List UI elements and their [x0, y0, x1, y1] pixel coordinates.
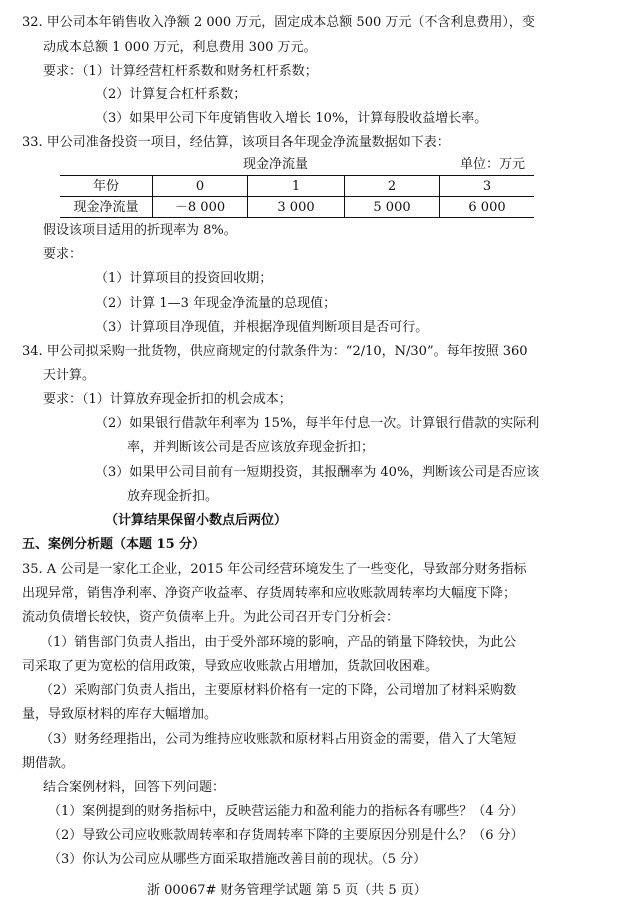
q35-p3a: （2）采购部门负责人指出，主要原材料价格有一定的下降，公司增加了材料采购数 — [40, 683, 517, 698]
q33-table-unit: 单位：万元 — [460, 157, 526, 172]
q32-req3: （3）如果甲公司下年度销售收入增长 10%，计算每股收益增长率。 — [95, 111, 488, 126]
q33-req1: （1）计算项目的投资回收期； — [95, 271, 273, 286]
q32-line1: 32. 甲公司本年销售收入净额 2 000 万元，固定成本总额 500 万元（不含利息费用），变 — [22, 15, 535, 30]
cash-flow-table — [60, 175, 534, 218]
q34-line2: 天计算。 — [43, 368, 96, 383]
q32-line2: 动成本总额 1 000 万元，利息费用 300 万元。 — [43, 40, 317, 55]
q33-line1: 33. 甲公司准备投资一项目，经估算，该项目各年现金净流量数据如下表： — [22, 135, 450, 150]
q33-req3: （3）计算项目净现值，并根据净现值判断项目是否可行。 — [95, 320, 429, 335]
q34-req2a: （2）如果银行借款年利率为 15%，每半年付息一次。计算银行借款的实际利 — [95, 416, 540, 431]
q35-a3: （3）你认为公司应从哪些方面采取措施改善目前的现状。（5 分） — [48, 852, 427, 867]
q34-req3a: （3）如果甲公司目前有一短期投资，其报酬率为 40%，判断该公司是否应该 — [95, 465, 540, 480]
q33-table-title: 现金净流量 — [243, 157, 309, 172]
q34-req2b: 率，并判断该公司是否应该放弃现金折扣； — [127, 440, 375, 455]
q33-req2: （2）计算 1—3 年现金净流量的总现值； — [95, 296, 337, 311]
q35-p1a: 35. A 公司是一家化工企业，2015 年公司经营环境发生了一些变化，导致部分财务指标 — [22, 562, 527, 577]
q35-p1c: 流动负债增长较快，资产负债率上升。为此公司召开专门分析会： — [22, 610, 400, 625]
q35-p4b: 期借款。 — [22, 756, 75, 771]
table-cell: 现金净流量 — [60, 197, 153, 218]
q32-req2: （2）计算复合杠杆系数； — [95, 87, 247, 102]
q34-req3b: 放弃现金折扣。 — [127, 489, 219, 504]
table-cell: 1 — [248, 176, 345, 197]
table-cell: 年份 — [60, 176, 153, 197]
q35-ask: 结合案例材料，回答下列问题： — [43, 780, 226, 795]
q35-p1b: 出现异常，销售净利率、净资产收益率、存货周转率和应收账款周转率均大幅度下降； — [22, 586, 517, 601]
q35-a2: （2）导致公司应收账款周转率和存货周转率下降的主要原因分别是什么？（6 分） — [48, 828, 524, 843]
table-cell: 2 — [345, 176, 440, 197]
table-header-row — [60, 176, 534, 197]
q35-p2b: 司采取了更为宽松的信用政策，导致应收账款占用增加，货款回收困难。 — [22, 659, 439, 674]
q32-req1: 要求：（1）计算经营杠杆系数和财务杠杆系数； — [43, 64, 318, 79]
table-cell: 0 — [153, 176, 248, 197]
table-cell: 5 000 — [345, 197, 440, 218]
q35-p4a: （3）财务经理指出，公司为维持应收账款和原材料占用资金的需要，借入了大笔短 — [40, 732, 517, 747]
table-row — [60, 197, 534, 218]
section5-heading: 五、案例分析题（本题 15 分） — [22, 537, 206, 552]
q35-p2a: （1）销售部门负责人指出，由于受外部环境的影响，产品的销量下降较快，为此公 — [40, 635, 517, 650]
table-cell: 6 000 — [440, 197, 535, 218]
table-cell: －8 000 — [153, 197, 248, 218]
q35-a1: （1）案例提到的财务指标中，反映营运能力和盈利能力的指标各有哪些？（4 分） — [48, 804, 524, 819]
q33-line2: 假设该项目适用的折现率为 8%。 — [43, 223, 237, 238]
q35-p3b: 量，导致原材料的库存大幅增加。 — [22, 707, 218, 722]
q33-req-label: 要求： — [43, 247, 83, 262]
table-cell: 3 000 — [248, 197, 345, 218]
q34-line1: 34. 甲公司拟采购一批货物，供应商规定的付款条件为：“2/10，N/30”。每年按照 360 — [22, 344, 528, 359]
q34-req1: 要求：（1）计算放弃现金折扣的机会成本； — [43, 392, 292, 407]
page-footer: 浙 00067# 财务管理学试题 第 5 页（共 5 页） — [147, 883, 427, 898]
q34-note: （计算结果保留小数点后两位） — [105, 513, 288, 528]
table-cell: 3 — [440, 176, 535, 197]
